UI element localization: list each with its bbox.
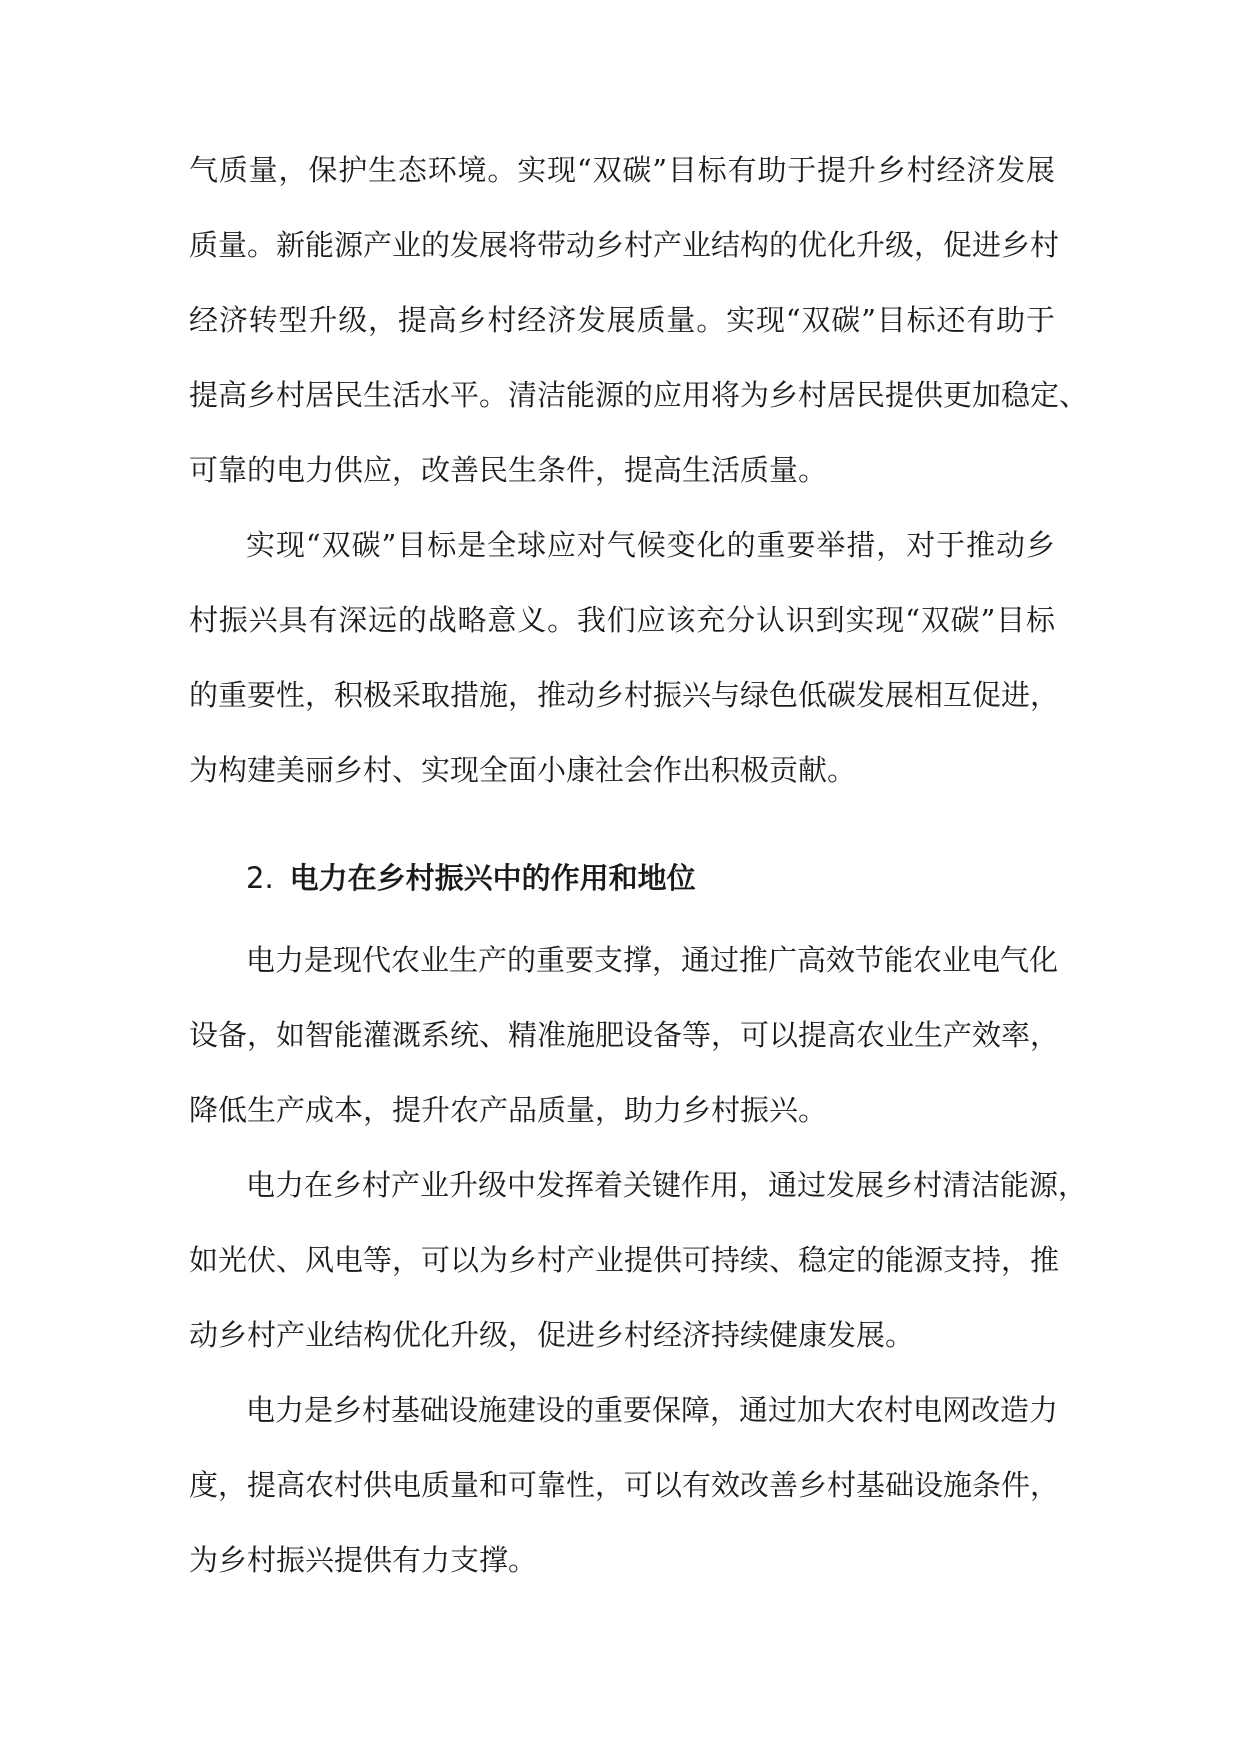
- paragraph-line: 实现“双碳”目标是全球应对气候变化的重要举措，对于推动乡: [246, 528, 1055, 562]
- paragraph-line: 度，提高农村供电质量和可靠性，可以有效改善乡村基础设施条件，: [189, 1468, 1060, 1502]
- paragraph-line: 电力是乡村基础设施建设的重要保障，通过加大农村电网改造力: [246, 1393, 1059, 1427]
- paragraph-line: 村振兴具有深远的战略意义。我们应该充分认识到实现“双碳”目标: [189, 603, 1055, 637]
- paragraph-line: 的重要性，积极采取措施，推动乡村振兴与绿色低碳发展相互促进，: [189, 678, 1060, 712]
- paragraph-line: 提高乡村居民生活水平。清洁能源的应用将为乡村居民提供更加稳定、: [189, 378, 1089, 412]
- paragraph-line: 动乡村产业结构优化升级，促进乡村经济持续健康发展。: [189, 1318, 915, 1352]
- paragraph-line: 电力是现代农业生产的重要支撑，通过推广高效节能农业电气化: [246, 943, 1059, 977]
- paragraph-line: 为乡村振兴提供有力支撑。: [189, 1543, 538, 1577]
- section-heading: [246, 858, 696, 898]
- paragraph-line: 设备，如智能灌溉系统、精准施肥设备等，可以提高农业生产效率，: [189, 1018, 1060, 1052]
- paragraph-line: 可靠的电力供应，改善民生条件，提高生活质量。: [189, 453, 828, 487]
- paragraph-line: 经济转型升级，提高乡村经济发展质量。实现“双碳”目标还有助于: [189, 303, 1055, 337]
- section-number: 2.: [246, 861, 274, 895]
- paragraph-line: 质量。新能源产业的发展将带动乡村产业结构的优化升级，促进乡村: [189, 228, 1060, 262]
- paragraph-line: 降低生产成本，提升农产品质量，助力乡村振兴。: [189, 1093, 828, 1127]
- paragraph-line: 气质量，保护生态环境。实现“双碳”目标有助于提升乡村经济发展: [189, 153, 1055, 187]
- section-title: 电力在乡村振兴中的作用和地位: [289, 861, 696, 895]
- paragraph-line: 电力在乡村产业升级中发挥着关键作用，通过发展乡村清洁能源，: [246, 1168, 1088, 1202]
- paragraph-line: 如光伏、风电等，可以为乡村产业提供可持续、稳定的能源支持，推: [189, 1243, 1060, 1277]
- paragraph-line: 为构建美丽乡村、实现全面小康社会作出积极贡献。: [189, 753, 857, 787]
